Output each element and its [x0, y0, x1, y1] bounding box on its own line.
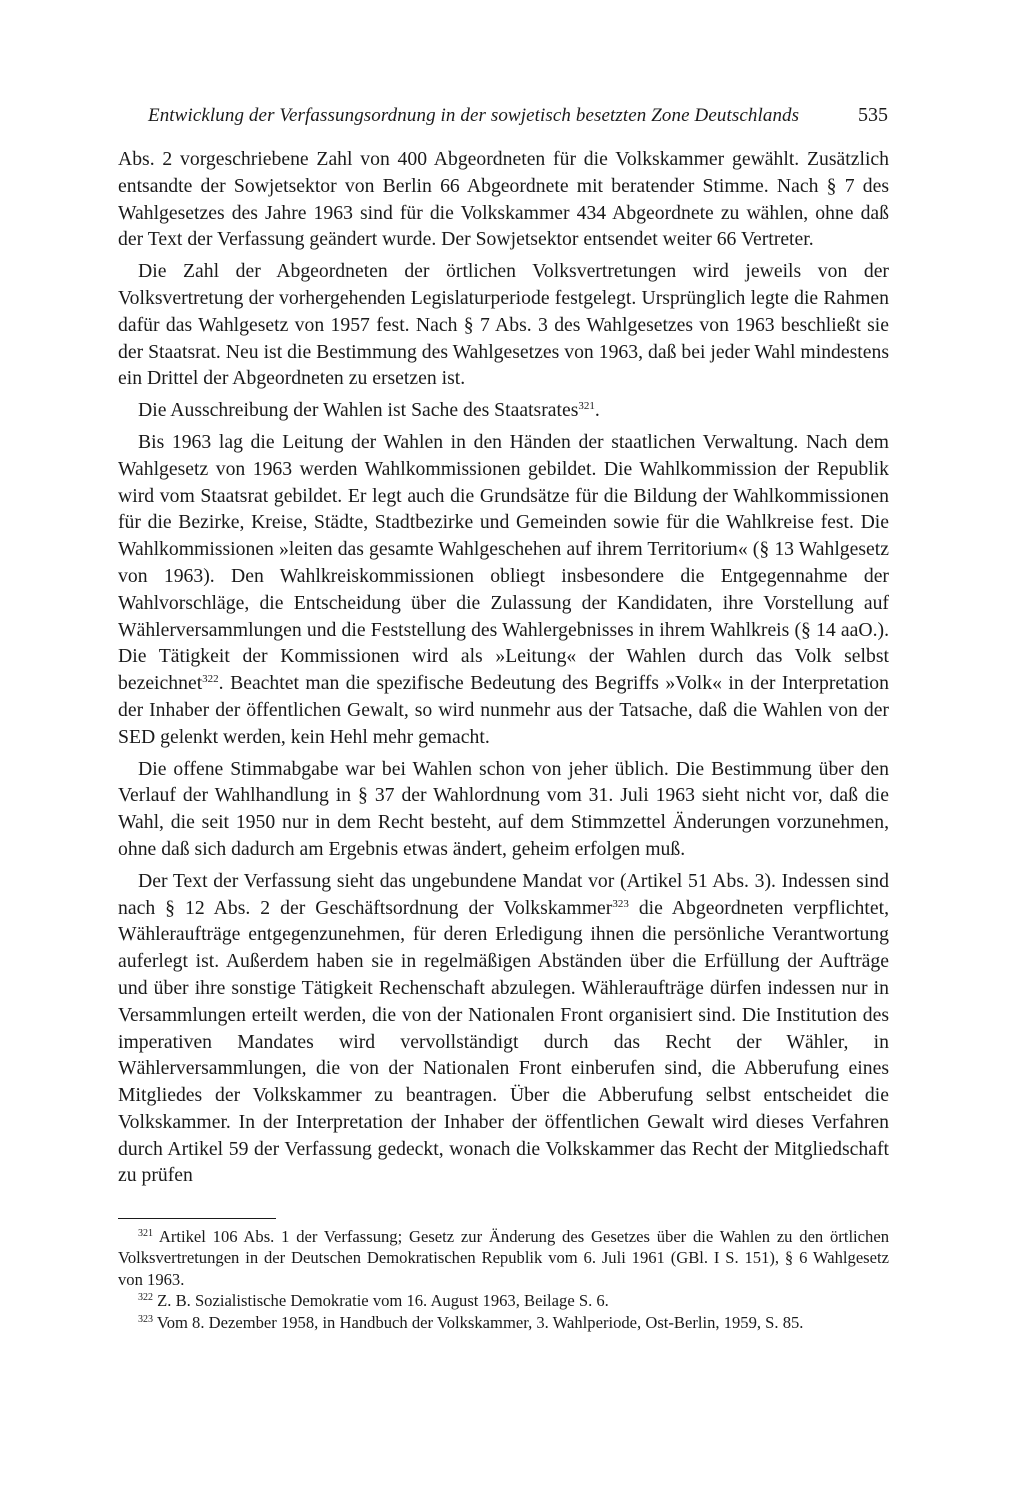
paragraph: [118, 868, 889, 1190]
paragraph: [118, 146, 889, 253]
footnote: [118, 1312, 889, 1333]
footnote-text: Z. B. Sozialistische Demokratie vom 16. August 1963, Beilage S. 6.: [153, 1291, 609, 1311]
footnote-text: Vom 8. Dezember 1958, in Handbuch der Volkskammer, 3. Wahlperiode, Ost-Berlin, 1959, S. 85.: [153, 1312, 804, 1332]
footnote-number: 322: [138, 1292, 153, 1304]
paragraph: [118, 397, 889, 424]
footnote-divider: [118, 1218, 276, 1219]
paragraph: [118, 756, 889, 863]
paragraph-text: Die Ausschreibung der Wahlen ist Sache des Staatsrates: [138, 399, 579, 422]
footnote-number: 321: [138, 1228, 153, 1239]
page-number: 535: [858, 104, 888, 126]
running-head: [148, 104, 888, 127]
paragraph-text: Die Zahl der Abgeordneten der örtlichen Volksvertretungen wird jeweils von der Volksvertretung der vorhergehenden Legislaturperiode festgelegt. Ursprünglich legte die Rahmen dafür das Wahlgesetz von 1957 fest. Nach § 7 Abs. 3 des Wahlgesetzes von 1963 beschließt sie der Staatsrat. Neu ist die Bestimmung des Wahlgesetzes von 1963, daß bei jeder Wahl mindestens ein Drittel der Abgeordneten zu ersetzen ist.: [118, 260, 889, 390]
footnote-reference[interactable]: 321: [578, 400, 595, 413]
footnote-reference[interactable]: 322: [202, 673, 219, 686]
paragraph: [118, 429, 889, 751]
paragraph-text: Abs. 2 vorgeschriebene Zahl von 400 Abgeordneten für die Volkskammer gewählt. Zusätzlich entsandte der Sowjetsektor von Berlin 66 Abgeordnete mit beratender Stimme. Nach § 7 des Wahlgesetzes des Jahre 1963 sind für die Volkskammer 434 Abgeordnete zu wählen, ohne daß der Text der Verfassung geändert wurde. Der Sowjetsektor entsendet weiter 66 Vertreter.: [118, 148, 889, 251]
footnote-number: 323: [138, 1313, 153, 1325]
paragraph-text: . Beachtet man die spezifische Bedeutung des Begriffs »Volk« in der Interpretation der Inhaber der öffentlichen Gewalt, so wird nunmehr aus der Tatsache, daß die Wahlen von der SED gelenkt werden, kein Hehl mehr gemacht.: [118, 672, 889, 748]
footnote-reference[interactable]: 323: [612, 897, 629, 910]
paragraph-text: die Abgeordneten verpflichtet, Wähleraufträge entgegenzunehmen, für deren Erledigung ihnen die persönliche Verantwortung auferlegt ist. Außerdem haben sie in regelmäßigen Abständen über die Erfüllung der Aufträge und über ihre sonstige Tätigkeit Rechenschaft abzulegen. Wähleraufträge dürfen indessen nur in Versammlungen erteilt werden, die von der Nationalen Front organisiert sind. Die Institution des imperativen Mandates wird vervollständigt durch das Recht der Wähler, in Wählerversammlungen, die von der Nationalen Front einberufen sind, die Abberufung eines Mitgliedes der Volkskammer zu beantragen. Über die Abberufung selbst entscheidet die Volkskammer. In der Interpretation der Inhaber der öffentlichen Gewalt wird dieses Verfahren durch Artikel 59 der Verfassung gedeckt, wonach die Volkskammer das Recht der Mitgliedschaft zu prüfen: [118, 896, 889, 1187]
paragraph-text: Der Text der Verfassung sieht das ungebundene Mandat vor (Artikel 51 Abs. 3). Indessen sind nach § 12 Abs. 2 der Geschäftsordnung der Volkskammer: [118, 869, 889, 919]
footnotes: [118, 1226, 889, 1333]
paragraph: [118, 258, 889, 392]
paragraph-text: Die offene Stimmabgabe war bei Wahlen schon von jeher üblich. Die Bestimmung über den Verlauf der Wahlhandlung in § 37 der Wahlordnung vom 31. Juli 1963 sieht nicht vor, daß die Wahl, die seit 1950 nur in dem Recht besteht, auf dem Stimmzettel Änderungen vorzunehmen, ohne daß sich dadurch am Ergebnis etwas ändert, geheim erfolgen muß.: [118, 757, 889, 860]
footnote: [118, 1226, 889, 1290]
body-text: [118, 146, 889, 1194]
running-title: Entwicklung der Verfassungsordnung in der sowjetisch besetzten Zone Deutschlands: [148, 105, 800, 126]
paragraph-text: Bis 1963 lag die Leitung der Wahlen in den Händen der staatlichen Verwaltung. Nach dem Wahlgesetz von 1963 werden Wahlkommissionen gebildet. Die Wahlkommission der Republik wird vom Staatsrat gebildet. Er legt auch die Grundsätze für die Bildung der Wahlkommissionen für die Bezirke, Kreise, Städte, Stadtbezirke und Gemeinden sowie für die Wahlkreise fest. Die Wahlkommissionen »leiten das gesamte Wahlgeschehen auf ihrem Territorium« (§ 13 Wahlgesetz von 1963). Den Wahlkreiskommissionen obliegt insbesondere die Entgegennahme der Wahlvorschläge, die Entscheidung über die Zulassung der Kandidaten, ihre Vorstellung auf Wählerversammlungen und die Feststellung des Wahlergebnisses in ihrem Wahlkreis (§ 14 aaO.). Die Tätigkeit der Kommissionen wird als »Leitung« der Wahlen durch das Volk selbst bezeichnet: [118, 430, 889, 695]
footnote-text: Artikel 106 Abs. 1 der Verfassung; Gesetz zur Änderung des Gesetzes über die Wahlen zu den örtlichen Volksvertretungen in der Deutschen Demokratischen Republik vom 6. Juli 1961 (GBl. I S. 151), § 6 Wahlgesetz von 1963.: [118, 1227, 889, 1289]
footnote: [118, 1290, 889, 1311]
paragraph-text: .: [594, 399, 600, 422]
